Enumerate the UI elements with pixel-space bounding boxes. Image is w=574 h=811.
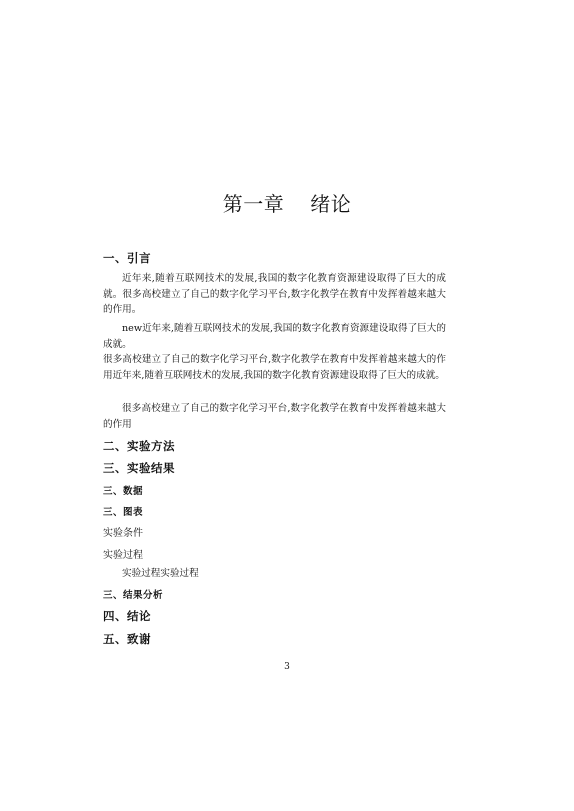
- paragraph-2: new近年来,随着互联网技术的发展,我国的数字化教育资源建设取得了巨大的成就。: [103, 323, 446, 350]
- subsection-heading-data: 三、数据: [103, 486, 144, 497]
- paragraph-4: 很多高校建立了自己的数字化学习平台,数字化教学在教育中发挥着越来越大的作用: [103, 403, 446, 430]
- process-paragraph: 实验过程实验过程: [122, 568, 199, 579]
- chapter-name: 绪论: [310, 192, 352, 216]
- section-heading-intro: 一、引言: [103, 251, 151, 265]
- section-heading-results: 三、实验结果: [103, 461, 175, 475]
- section-heading-conclusion: 四、结论: [103, 609, 151, 623]
- subsubsection-heading-process: 实验过程: [103, 550, 143, 561]
- paragraph-3: 很多高校建立了自己的数字化学习平台,数字化教学在教育中发挥着越来越大的作用近年来,随着互联网技术的发展,我国的数字化教育资源建设取得了巨大的成就。: [103, 354, 446, 381]
- section-heading-method: 二、实验方法: [103, 439, 175, 453]
- page-number: 3: [284, 662, 290, 672]
- subsection-heading-analysis: 三、结果分析: [103, 590, 164, 601]
- paragraph-1: 近年来,随着互联网技术的发展,我国的数字化教育资源建设取得了巨大的成就。很多高校建立了自己的数字化学习平台,数字化教学在教育中发挥着越来越大的作用。: [103, 273, 446, 315]
- section-heading-thanks: 五、致谢: [103, 632, 151, 646]
- chapter-number: 第一章: [222, 192, 285, 216]
- chapter-title: [0, 188, 574, 217]
- subsubsection-heading-conditions: 实验条件: [103, 528, 143, 539]
- subsection-heading-figures: 三、图表: [103, 507, 144, 518]
